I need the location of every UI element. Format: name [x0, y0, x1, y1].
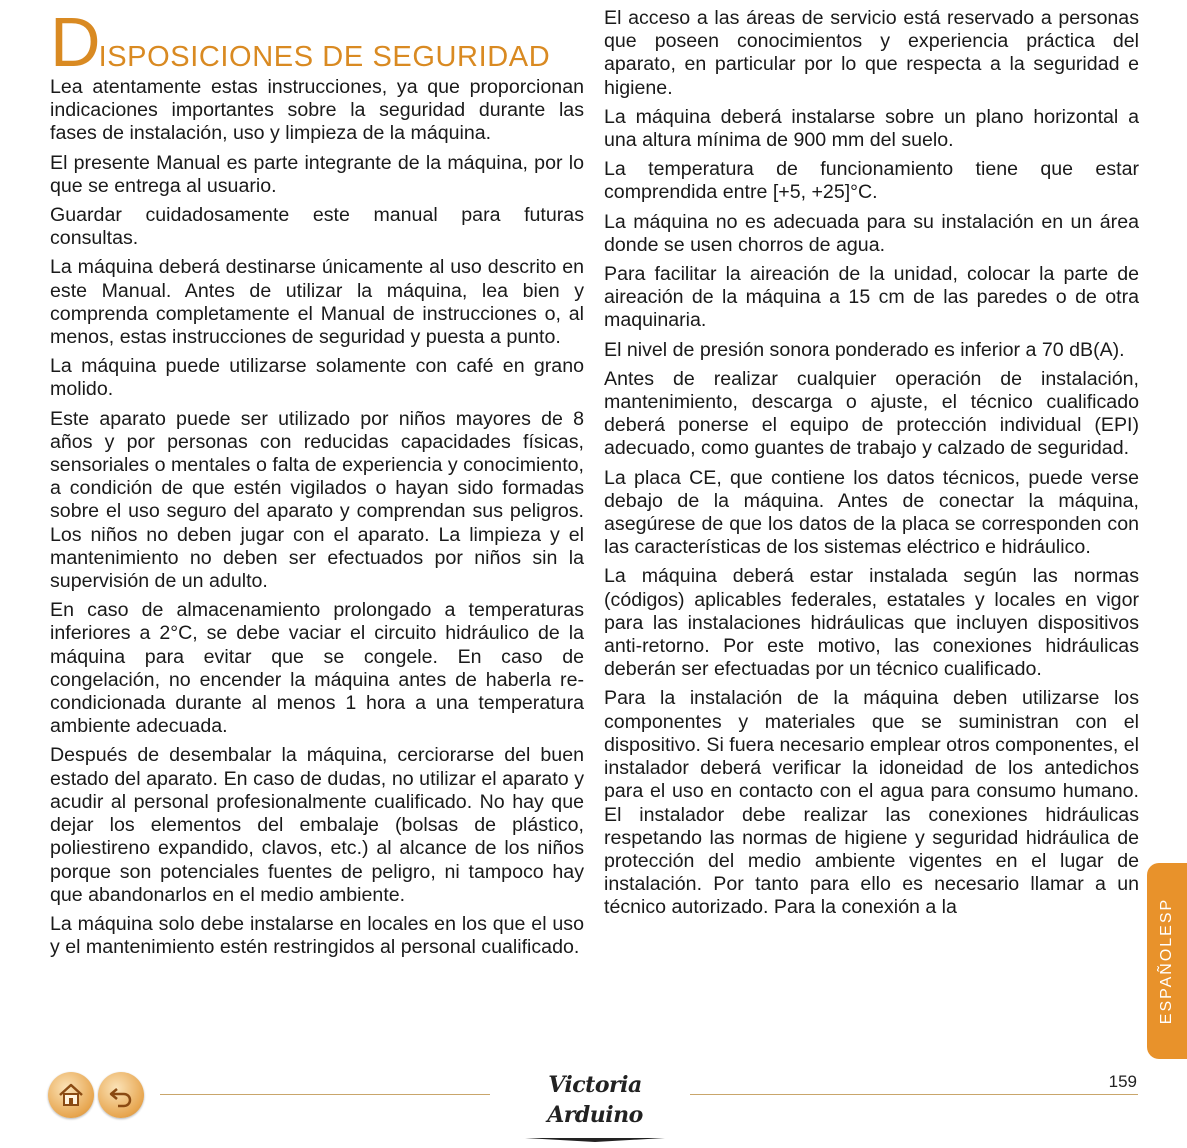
paragraph: La máquina deberá estar instalada según las normas (códigos) aplicables federales, estatales y locales en vigor para las instalaciones hidráulicas que incluyen dispositivos anti-retorno. Por este motivo, las conexiones hidráulicas deberán ser efectuadas por un técnico cualificado.: [604, 565, 1139, 681]
language-tab[interactable]: [1147, 863, 1187, 1059]
paragraph: La placa CE, que contiene los datos técnicos, puede verse debajo de la máquina. Antes de conectar la máquina, asegúrese de que los datos de la placa se corresponden con las características de los sistemas eléctrico e hidráulico.: [604, 466, 1139, 559]
paragraph: El nivel de presión sonora ponderado es inferior a 70 dB(A).: [604, 338, 1125, 361]
left-column: [50, 76, 584, 965]
paragraph: La máquina deberá destinarse únicamente al uso descrito en este Manual. Antes de utilizar la máquina, lea bien y comprenda completamente el Manual de instrucciones o, al menos, estas instrucciones de seguridad y puesta a punto.: [50, 256, 584, 349]
footer-rule-left: [160, 1094, 490, 1095]
paragraph: Este aparato puede ser utilizado por niños mayores de 8 años y por personas con reducidas capacidades físicas, sensoriales o mentales o falta de experiencia y conocimiento, a condición de que estén vigilados o hayan sido formadas sobre el uso seguro del aparato y comprendan sus peligros. Los niños no deben jugar con el aparato. La limpieza y el mantenimiento no deben ser efectuados por niños sin la supervisión de un adulto.: [50, 407, 584, 593]
logo-underline: [520, 1135, 670, 1143]
paragraph: La temperatura de funcionamiento tiene que estar comprendida entre [+5, +25]°C.: [604, 158, 1139, 204]
paragraph: Lea atentamente estas instrucciones, ya que proporcionan indicaciones importantes sobre la seguridad durante las fases de instalación, uso y limpieza de la máquina.: [50, 76, 584, 145]
paragraph: El acceso a las áreas de servicio está reservado a personas que poseen conocimientos y experiencia práctica del aparato, en particular por lo que respecta a la seguridad e higiene.: [604, 7, 1139, 99]
paragraph: La máquina solo debe instalarse en locales en los que el uso y el mantenimiento estén restringidos al personal cualificado.: [50, 912, 584, 959]
page-number: 159: [1108, 1072, 1137, 1091]
paragraph: La máquina puede utilizarse solamente con café en grano molido.: [50, 355, 584, 401]
paragraph: Para la instalación de la máquina deben utilizarse los componentes y materiales que se suministran con el dispositivo. Si fuera necesario emplear otros componentes, el instalador deberá verificar la idoneidad de los antedichos para el uso en contacto con el agua para consumo humano. El instalador debe realizar las conexiones hidráulicas respetando las normas de higiene y seguridad hidráulica de protección del medio ambiente vigentes en el lugar de instalación. Por tanto para ello es necesario llamar a un técnico autorizado. Para la conexión a la: [604, 687, 1139, 919]
paragraph: La máquina no es adecuada para su instalación en un área donde se usen chorros de agua.: [604, 210, 1139, 256]
home-icon[interactable]: [48, 1072, 94, 1118]
brand-logo: [510, 1070, 680, 1128]
paragraph: En caso de almacenamiento prolongado a temperaturas inferiores a 2°C, se debe vaciar el circuito hidráulico de la máquina para evitar que se congele. En caso de congelación, no encender la máquina antes de haberla re-condicionada durante al menos 1 hora a una temperatura ambiente adecuada.: [50, 599, 584, 738]
page-title: [50, 3, 590, 81]
back-arrow-icon[interactable]: [98, 1072, 144, 1118]
paragraph: Después de desembalar la máquina, cerciorarse del buen estado del aparato. En caso de dudas, no utilizar el aparato y acudir al personal profesionalmente cualificado. No hay que dejar los elementos del embalaje (bolsas de plástico, poliestireno expandido, clavos, etc.) al alcance de los niños porque son potenciales fuentes de peligro, ni tampoco hay que abandonarlos en el medio ambiente.: [50, 744, 584, 906]
paragraph: El presente Manual es parte integrante de la máquina, por lo que se entrega al usuario.: [50, 151, 584, 197]
paragraph: Antes de realizar cualquier operación de instalación, mantenimiento, descarga o ajuste, el técnico cualificado deberá ponerse el equipo de protección individual (EPI) adecuado, como guantes de trabajo y calzado de seguridad.: [604, 367, 1139, 460]
title-initial: D: [50, 3, 99, 81]
paragraph: Para facilitar la aireación de la unidad, colocar la parte de aireación de la máquina a 15 cm de las paredes o de otra maquinaria.: [604, 263, 1139, 332]
footer-rule-right: [690, 1094, 1138, 1095]
paragraph: La máquina deberá instalarse sobre un plano horizontal a una altura mínima de 900 mm del suelo.: [604, 105, 1139, 152]
paragraph: Guardar cuidadosamente este manual para futuras consultas.: [50, 204, 584, 250]
right-column: [604, 7, 1139, 926]
language-tab-label: ESPAÑOLESP: [1158, 897, 1175, 1025]
title-rest: ISPOSICIONES DE SEGURIDAD: [98, 41, 551, 73]
brand-name: Victoria Arduino: [547, 1072, 643, 1128]
